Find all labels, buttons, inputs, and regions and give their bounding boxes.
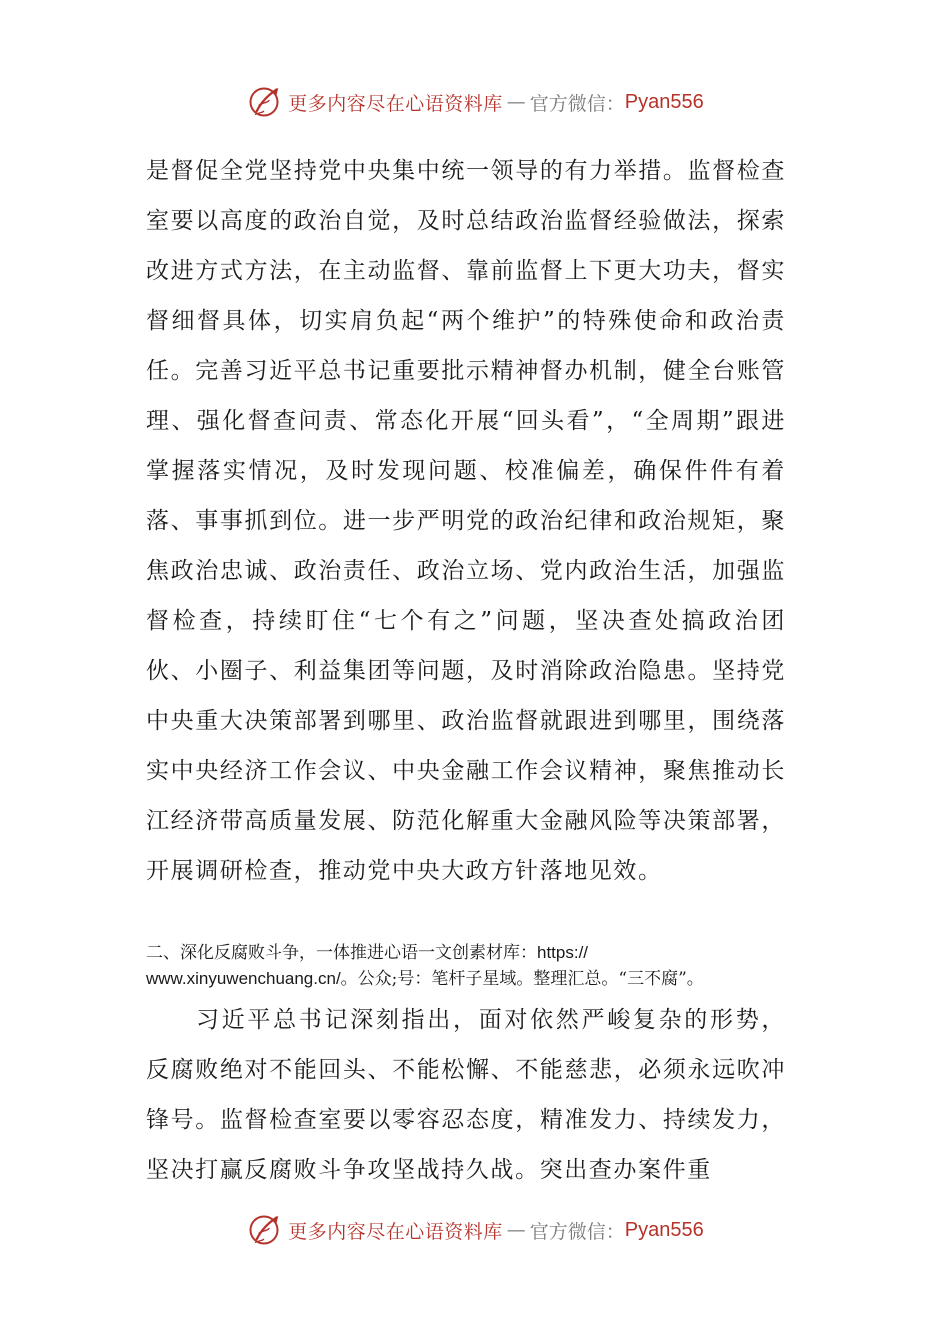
banner-wechat-id: Pyan556 (624, 1218, 704, 1241)
banner-dash: — (506, 1219, 526, 1241)
body-paragraph-2 (146, 995, 786, 1195)
paragraph-text: 是督促全党坚持党中央集中统一领导的有力举措。监督检查室要以高度的政治自觉，及时总结政治监督经验做法，探索改进方式方法，在主动监督、靠前监督上下更大功夫，督实督细督具体，切实肩负起“两个维护”的特殊使命和政治责任。完善习近平总书记重要批示精神督办机制，健全台账管理、强化督查问责、常态化开展“回头看”，“全周期”跟进掌握落实情况，及时发现问题、校准偏差，确保件件有着落、事事抓到位。进一步严明党的政治纪律和政治规矩，聚焦政治忠诚、政治责任、政治立场、党内政治生活，加强监督检查，持续盯住“七个有之”问题，坚决查处搞政治团伙、小圈子、利益集团等问题，及时消除政治隐患。坚持党中央重大决策部署到哪里、政治监督就跟进到哪里，围绕落实中央经济工作会议、中央金融工作会议精神，聚焦推动长江经济带高质量发展、防范化解重大金融风险等决策部署，开展调研检查，推动党中央大政方针落地见效。 (146, 158, 786, 884)
section-heading (146, 940, 806, 992)
footer-banner (0, 1208, 950, 1252)
pen-logo-icon (246, 1212, 282, 1248)
paragraph-text: 习近平总书记深刻指出，面对依然严峻复杂的形势，反腐败绝对不能回头、不能松懈、不能慈悲，必须永远吹冲锋号。监督检查室要以零容忍态度，精准发力、持续发力，坚决打赢反腐败斗争攻坚战持久战。突出查办案件重 (146, 1007, 786, 1183)
banner-wechat-label: 官方微信： (529, 92, 625, 115)
banner-wechat-id: Pyan556 (624, 90, 704, 113)
banner-main-text: 更多内容尽在心语资料库 (288, 1220, 503, 1243)
pen-logo-icon (246, 84, 282, 120)
heading-url-part2: www.xinyuwenchuang.cn/ (146, 969, 341, 988)
header-banner (0, 80, 950, 124)
banner-main-text: 更多内容尽在心语资料库 (288, 92, 503, 115)
heading-suffix: 。公众;号：笔杆子星域。整理汇总。“三不腐”。 (340, 969, 704, 989)
heading-prefix: 二、深化反腐败斗争，一体推进心语一文创素材库： (146, 943, 537, 963)
heading-url-part1: https:// (537, 943, 589, 962)
banner-dash: — (506, 91, 526, 113)
body-paragraph-1 (146, 146, 786, 896)
banner-wechat-label: 官方微信： (529, 1220, 625, 1243)
